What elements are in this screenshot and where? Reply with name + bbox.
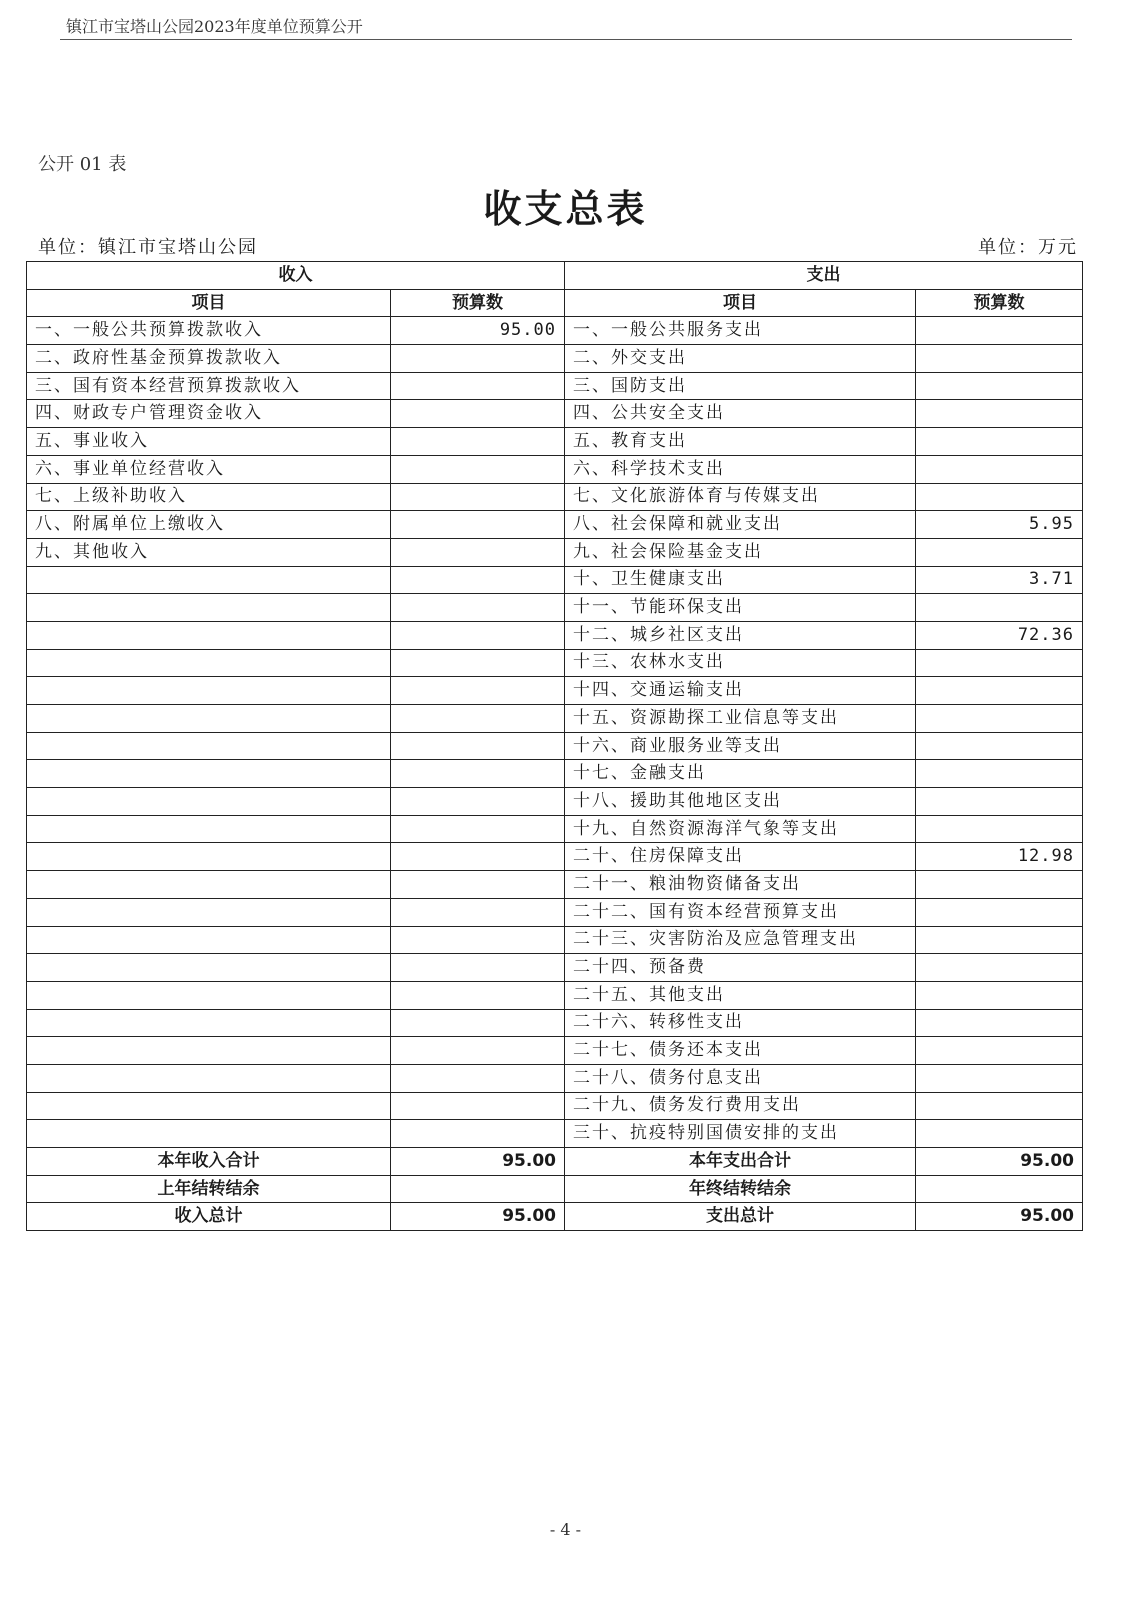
expense-item-cell: 二十二、国有资本经营预算支出 xyxy=(565,898,916,926)
table-row xyxy=(27,621,1083,649)
income-value-cell xyxy=(391,511,565,539)
income-total-label: 本年收入合计 xyxy=(27,1148,391,1176)
expense-item-cell: 七、文化旅游体育与传媒支出 xyxy=(565,483,916,511)
income-item-cell xyxy=(27,760,391,788)
expense-budget-header: 预算数 xyxy=(916,289,1083,317)
expense-value-cell xyxy=(916,594,1083,622)
expense-item-cell: 二十七、债务还本支出 xyxy=(565,1037,916,1065)
header-rule xyxy=(60,39,1072,40)
expense-total-label: 年终结转结余 xyxy=(565,1175,916,1203)
page-title: 收支总表 xyxy=(483,187,648,231)
expense-value-cell xyxy=(916,1120,1083,1148)
income-value-cell xyxy=(391,1064,565,1092)
expense-value-cell xyxy=(916,954,1083,982)
income-value-cell xyxy=(391,954,565,982)
table-row xyxy=(27,705,1083,733)
expense-item-cell: 二十一、粮油物资储备支出 xyxy=(565,871,916,899)
income-value-cell xyxy=(391,538,565,566)
expense-value-cell xyxy=(916,345,1083,373)
income-item-cell: 八、附属单位上缴收入 xyxy=(27,511,391,539)
income-value-cell xyxy=(391,926,565,954)
income-group-header: 收入 xyxy=(27,262,565,290)
income-item-cell xyxy=(27,566,391,594)
income-item-cell: 五、事业收入 xyxy=(27,428,391,456)
expense-value-cell xyxy=(916,1064,1083,1092)
expense-group-header: 支出 xyxy=(565,262,1083,290)
expense-value-cell: 5.95 xyxy=(916,511,1083,539)
table-row xyxy=(27,1037,1083,1065)
table-row xyxy=(27,677,1083,705)
income-value-cell xyxy=(391,898,565,926)
income-item-cell: 七、上级补助收入 xyxy=(27,483,391,511)
expense-item-cell: 二十九、债务发行费用支出 xyxy=(565,1092,916,1120)
expense-item-cell: 八、社会保障和就业支出 xyxy=(565,511,916,539)
expense-value-cell: 72.36 xyxy=(916,621,1083,649)
income-item-cell: 四、财政专户管理资金收入 xyxy=(27,400,391,428)
expense-item-cell: 三十、抗疫特别国债安排的支出 xyxy=(565,1120,916,1148)
expense-item-cell: 四、公共安全支出 xyxy=(565,400,916,428)
income-value-cell xyxy=(391,788,565,816)
expense-value-cell xyxy=(916,871,1083,899)
expense-item-cell: 二十六、转移性支出 xyxy=(565,1009,916,1037)
table-row xyxy=(27,732,1083,760)
expense-value-cell xyxy=(916,1009,1083,1037)
income-value-cell xyxy=(391,1120,565,1148)
table-row xyxy=(27,1009,1083,1037)
income-total-value: 95.00 xyxy=(391,1203,565,1231)
form-code: 公开 01 表 xyxy=(38,154,127,175)
income-item-cell xyxy=(27,815,391,843)
total-row xyxy=(27,1203,1083,1231)
expense-total-value xyxy=(916,1175,1083,1203)
income-item-cell xyxy=(27,594,391,622)
total-row xyxy=(27,1148,1083,1176)
income-budget-header: 预算数 xyxy=(391,289,565,317)
expense-value-cell xyxy=(916,483,1083,511)
expense-item-cell: 三、国防支出 xyxy=(565,372,916,400)
expense-value-cell xyxy=(916,815,1083,843)
expense-value-cell xyxy=(916,538,1083,566)
expense-value-cell xyxy=(916,788,1083,816)
table-row xyxy=(27,317,1083,345)
income-value-cell xyxy=(391,871,565,899)
table-row xyxy=(27,926,1083,954)
income-item-cell: 一、一般公共预算拨款收入 xyxy=(27,317,391,345)
income-item-cell xyxy=(27,1092,391,1120)
expense-total-value: 95.00 xyxy=(916,1203,1083,1231)
expense-value-cell xyxy=(916,732,1083,760)
income-value-cell xyxy=(391,345,565,373)
expense-value-cell xyxy=(916,981,1083,1009)
income-value-cell xyxy=(391,732,565,760)
table-row xyxy=(27,566,1083,594)
income-value-cell xyxy=(391,1092,565,1120)
expense-item-cell: 十五、资源勘探工业信息等支出 xyxy=(565,705,916,733)
expense-item-cell: 一、一般公共服务支出 xyxy=(565,317,916,345)
expense-item-cell: 九、社会保险基金支出 xyxy=(565,538,916,566)
income-item-cell xyxy=(27,981,391,1009)
income-value-cell xyxy=(391,843,565,871)
income-item-cell xyxy=(27,898,391,926)
income-item-cell xyxy=(27,649,391,677)
table-row xyxy=(27,954,1083,982)
table-row xyxy=(27,511,1083,539)
table-row xyxy=(27,760,1083,788)
table-row xyxy=(27,428,1083,456)
income-total-value xyxy=(391,1175,565,1203)
expense-item-header: 项目 xyxy=(565,289,916,317)
table-row xyxy=(27,815,1083,843)
income-total-label: 收入总计 xyxy=(27,1203,391,1231)
income-item-cell xyxy=(27,1009,391,1037)
income-value-cell xyxy=(391,705,565,733)
income-total-label: 上年结转结余 xyxy=(27,1175,391,1203)
expense-item-cell: 五、教育支出 xyxy=(565,428,916,456)
table-row xyxy=(27,594,1083,622)
expense-item-cell: 十四、交通运输支出 xyxy=(565,677,916,705)
table-body xyxy=(27,317,1083,1148)
income-value-cell xyxy=(391,1009,565,1037)
table-row xyxy=(27,455,1083,483)
expense-item-cell: 十六、商业服务业等支出 xyxy=(565,732,916,760)
total-row xyxy=(27,1175,1083,1203)
income-item-cell xyxy=(27,788,391,816)
expense-value-cell: 3.71 xyxy=(916,566,1083,594)
income-item-cell xyxy=(27,871,391,899)
income-item-cell: 二、政府性基金预算拨款收入 xyxy=(27,345,391,373)
page-number: - 4 - xyxy=(549,1520,582,1539)
expense-total-label: 支出总计 xyxy=(565,1203,916,1231)
table-row xyxy=(27,649,1083,677)
expense-item-cell: 六、科学技术支出 xyxy=(565,455,916,483)
table-row xyxy=(27,372,1083,400)
expense-item-cell: 十三、农林水支出 xyxy=(565,649,916,677)
running-header: 镇江市宝塔山公园2023年度单位预算公开 xyxy=(66,17,363,36)
expense-item-cell: 二十三、灾害防治及应急管理支出 xyxy=(565,926,916,954)
column-header-row xyxy=(27,289,1083,317)
expense-value-cell xyxy=(916,677,1083,705)
expense-item-cell: 二十五、其他支出 xyxy=(565,981,916,1009)
table-row xyxy=(27,1064,1083,1092)
group-header-row xyxy=(27,262,1083,290)
expense-item-cell: 十九、自然资源海洋气象等支出 xyxy=(565,815,916,843)
expense-value-cell: 12.98 xyxy=(916,843,1083,871)
expense-item-cell: 二十、住房保障支出 xyxy=(565,843,916,871)
expense-item-cell: 二十八、债务付息支出 xyxy=(565,1064,916,1092)
income-item-cell xyxy=(27,621,391,649)
income-item-cell: 九、其他收入 xyxy=(27,538,391,566)
unit-currency: 单位：万元 xyxy=(978,237,1078,258)
expense-total-label: 本年支出合计 xyxy=(565,1148,916,1176)
table-row xyxy=(27,1092,1083,1120)
table-row xyxy=(27,400,1083,428)
expense-item-cell: 十、卫生健康支出 xyxy=(565,566,916,594)
expense-value-cell xyxy=(916,317,1083,345)
income-item-cell xyxy=(27,926,391,954)
income-value-cell xyxy=(391,400,565,428)
income-item-cell xyxy=(27,705,391,733)
income-value-cell xyxy=(391,455,565,483)
expense-value-cell xyxy=(916,760,1083,788)
table-row xyxy=(27,788,1083,816)
income-item-cell: 六、事业单位经营收入 xyxy=(27,455,391,483)
expense-value-cell xyxy=(916,455,1083,483)
expense-item-cell: 十八、援助其他地区支出 xyxy=(565,788,916,816)
income-value-cell: 95.00 xyxy=(391,317,565,345)
income-item-cell xyxy=(27,954,391,982)
income-value-cell xyxy=(391,815,565,843)
income-value-cell xyxy=(391,1037,565,1065)
income-value-cell xyxy=(391,621,565,649)
income-value-cell xyxy=(391,677,565,705)
income-value-cell xyxy=(391,483,565,511)
income-item-cell xyxy=(27,1064,391,1092)
income-value-cell xyxy=(391,428,565,456)
income-item-cell: 三、国有资本经营预算拨款收入 xyxy=(27,372,391,400)
expense-value-cell xyxy=(916,649,1083,677)
income-item-cell xyxy=(27,843,391,871)
expense-value-cell xyxy=(916,400,1083,428)
expense-value-cell xyxy=(916,705,1083,733)
income-value-cell xyxy=(391,981,565,1009)
table-row xyxy=(27,843,1083,871)
table-row xyxy=(27,345,1083,373)
income-total-value: 95.00 xyxy=(391,1148,565,1176)
expense-value-cell xyxy=(916,372,1083,400)
table-row xyxy=(27,898,1083,926)
income-item-cell xyxy=(27,677,391,705)
income-item-cell xyxy=(27,732,391,760)
expense-item-cell: 十七、金融支出 xyxy=(565,760,916,788)
expense-total-value: 95.00 xyxy=(916,1148,1083,1176)
income-value-cell xyxy=(391,372,565,400)
expense-value-cell xyxy=(916,1037,1083,1065)
expense-item-cell: 二十四、预备费 xyxy=(565,954,916,982)
table-row xyxy=(27,871,1083,899)
table-row xyxy=(27,538,1083,566)
income-value-cell xyxy=(391,594,565,622)
income-item-cell xyxy=(27,1120,391,1148)
expense-value-cell xyxy=(916,898,1083,926)
table-row xyxy=(27,981,1083,1009)
income-item-cell xyxy=(27,1037,391,1065)
budget-summary-table xyxy=(26,261,1083,1231)
totals-body xyxy=(27,1148,1083,1231)
expense-value-cell xyxy=(916,428,1083,456)
income-value-cell xyxy=(391,760,565,788)
table-row xyxy=(27,1120,1083,1148)
expense-value-cell xyxy=(916,1092,1083,1120)
table-row xyxy=(27,483,1083,511)
expense-item-cell: 十一、节能环保支出 xyxy=(565,594,916,622)
expense-value-cell xyxy=(916,926,1083,954)
income-item-header: 项目 xyxy=(27,289,391,317)
expense-item-cell: 二、外交支出 xyxy=(565,345,916,373)
expense-item-cell: 十二、城乡社区支出 xyxy=(565,621,916,649)
income-value-cell xyxy=(391,649,565,677)
unit-organization: 单位：镇江市宝塔山公园 xyxy=(38,237,258,258)
income-value-cell xyxy=(391,566,565,594)
